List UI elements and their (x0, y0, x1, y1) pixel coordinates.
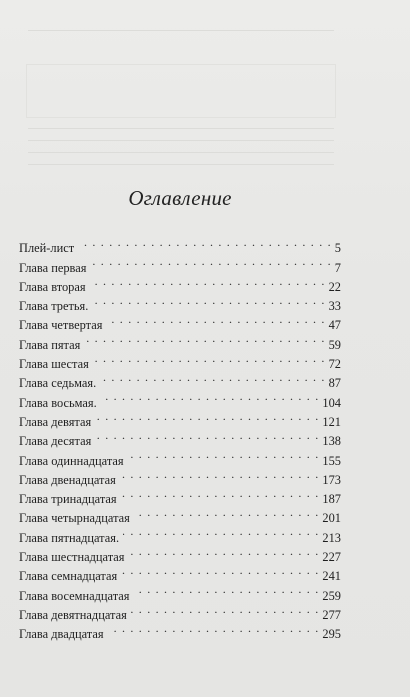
toc-entry-page: 121 (322, 414, 341, 429)
toc-entry-label: Глава пятая (19, 337, 81, 352)
toc-entry[interactable] (19, 233, 341, 256)
toc-entry-label: Глава четвертая (19, 318, 103, 333)
toc-entry-page: 104 (322, 395, 341, 410)
toc-leader-dots (95, 426, 319, 445)
toc-entry-page: 87 (328, 376, 341, 391)
show-through-line (28, 140, 334, 141)
toc-leader-dots (93, 349, 326, 368)
toc-entry-label: Глава одиннадцатая (19, 453, 124, 468)
toc-leader-dots (95, 407, 319, 426)
toc-entry-page: 173 (322, 472, 341, 487)
show-through-line (28, 152, 334, 153)
toc-entry-label: Плей-лист (19, 241, 75, 256)
show-through-line (28, 30, 334, 31)
toc-entry-label: Глава пятнадцатая. (19, 530, 120, 545)
show-through-box (26, 64, 336, 118)
toc-entry-page: 201 (322, 511, 341, 526)
toc-entry-page: 7 (334, 260, 341, 275)
toc-entry-page: 227 (322, 550, 341, 565)
toc-entry-label: Глава первая (19, 260, 87, 275)
toc-entry-label: Глава семнадцатая (19, 569, 118, 584)
toc-leader-dots (92, 291, 325, 310)
toc-entry-label: Глава седьмая. (19, 376, 97, 391)
toc-entry-label: Глава четырнадцатая (19, 511, 130, 526)
toc-entry-page: 72 (328, 357, 341, 372)
toc-leader-dots (134, 503, 320, 522)
toc-entry-label: Глава шестнадцатая (19, 550, 125, 565)
toc-entry-label: Глава двадцатая (19, 627, 104, 642)
toc-entry-page: 47 (328, 318, 341, 333)
toc-leader-dots (120, 465, 320, 484)
toc-entry-label: Глава десятая (19, 434, 92, 449)
toc-leader-dots (128, 542, 319, 561)
toc-entry-label: Глава вторая (19, 279, 86, 294)
toc-leader-dots (121, 561, 319, 580)
toc-leader-dots (108, 619, 320, 638)
toc-leader-dots (101, 387, 320, 406)
toc-leader-dots (121, 484, 320, 503)
toc-entry-page: 5 (334, 241, 341, 256)
toc-entry-label: Глава восемнадцатая (19, 588, 130, 603)
toc-entry-page: 277 (322, 607, 341, 622)
toc-entry-page: 241 (322, 569, 341, 584)
toc-entry-label: Глава девятнадцатая (19, 607, 127, 622)
toc-leader-dots (78, 233, 332, 252)
toc-entry-label: Глава восьмая. (19, 395, 97, 410)
toc-entry-label: Глава третья. (19, 299, 89, 314)
toc-entry-label: Глава тринадцатая (19, 492, 117, 507)
toc-entry-page: 213 (322, 530, 341, 545)
toc-leader-dots (123, 522, 319, 541)
toc-leader-dots (90, 272, 326, 291)
toc-entry-page: 33 (328, 299, 341, 314)
toc-leader-dots (128, 445, 320, 464)
toc-entry-label: Глава шестая (19, 357, 89, 372)
page-title-text: Оглавление (128, 186, 232, 210)
toc-leader-dots (84, 329, 325, 348)
show-through-line (28, 128, 334, 129)
show-through-line (28, 164, 334, 165)
toc-entry-page: 295 (322, 627, 341, 642)
toc-entry-page: 259 (322, 588, 341, 603)
toc-entry-label: Глава двенадцатая (19, 472, 116, 487)
toc-entry-page: 187 (322, 492, 341, 507)
toc-entry-page: 155 (322, 453, 341, 468)
toc-entry-page: 22 (328, 279, 341, 294)
toc-entry-page: 138 (322, 434, 341, 449)
toc-entry-page: 59 (328, 337, 341, 352)
page-title (0, 186, 360, 211)
toc-leader-dots (131, 600, 320, 619)
table-of-contents (19, 233, 341, 642)
toc-leader-dots (106, 310, 325, 329)
toc-leader-dots (133, 580, 319, 599)
toc-leader-dots (100, 368, 325, 387)
toc-leader-dots (90, 252, 331, 271)
toc-entry-label: Глава девятая (19, 414, 92, 429)
